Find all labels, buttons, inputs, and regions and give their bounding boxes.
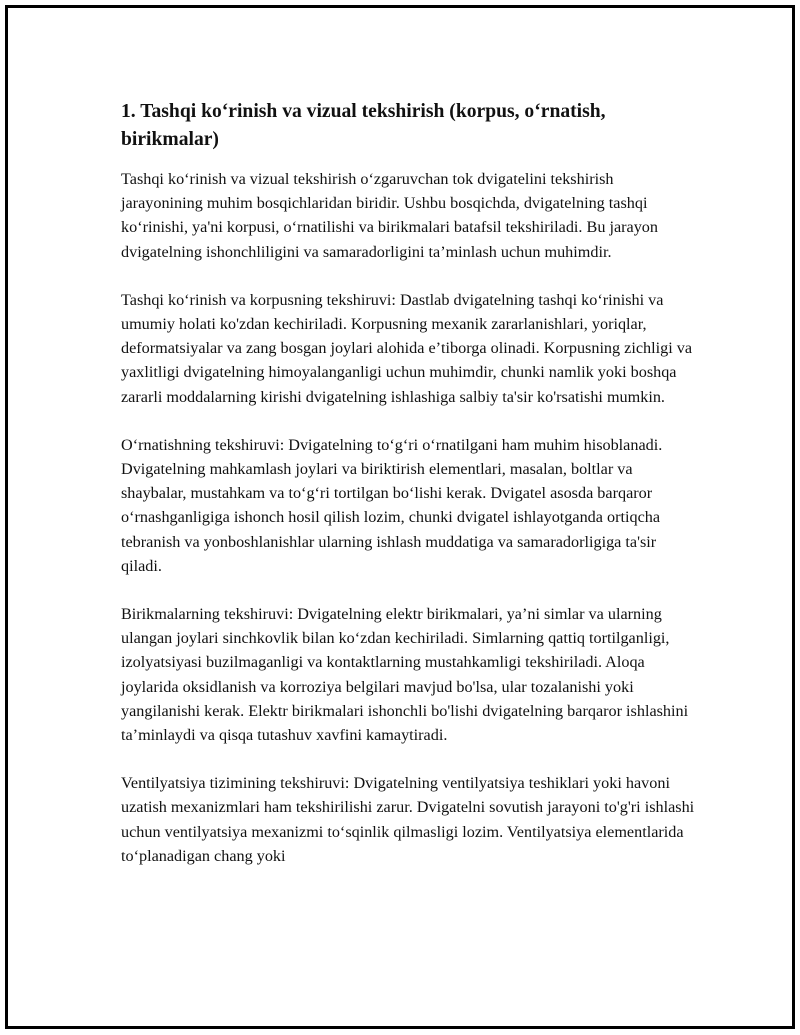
paragraph-connections-inspection: Birikmalarning tekshiruvi: Dvigatelning elektr birikmalari, yaʼni simlar va ularning ulangan joylari sinchkovlik bilan koʻzdan kechiriladi. Simlarning qattiq tortilganligi, izolyatsiyasi buzilmaganligi va kontaktlarning mustahkamligi tekshiriladi. Aloqa joylarida oksidlanish va korroziya belgilari mavjud bo'lsa, ular tozalanishi yoki yangilanishi kerak. Elektr birikmalari ishonchli bo'lishi dvigatelning barqaror ishlashini taʼminlaydi va qisqa tutashuv xavfini kamaytiradi.	[121, 605, 689, 745]
paragraph-mounting-inspection: Oʻrnatishning tekshiruvi: Dvigatelning toʻgʻri oʻrnatilgani ham muhim hisoblanadi. Dvigatelning mahkamlash joylari va biriktirish elementlari, masalan, boltlar va shaybalar, mustahkam va toʻgʻri tortilgan boʻlishi kerak. Dvigatel asosda barqaror oʻrnashganligiga ishonch hosil qilish lozim, chunki dvigatel ishlayotganda ortiqcha tebranish va yonboshlanishlar ularning ishlash muddatiga va samaradorligiga ta'sir qiladi.	[121, 435, 663, 575]
paragraph-ventilation-inspection: Ventilyatsiya tizimining tekshiruvi: Dvigatelning ventilyatsiya teshiklari yoki havoni uzatish mexanizmlari ham tekshirilishi zarur. Dvigatelni sovutish jarayoni to'g'ri ishlashi uchun ventilyatsiya mexanizmi toʻsqinlik qilmasligi lozim. Ventilyatsiya elementlarida toʻplanadigan chang yoki	[121, 774, 695, 865]
section-heading: 1. Tashqi koʻrinish va vizual tekshirish (korpus, oʻrnatish, birikmalar)	[121, 101, 606, 150]
paragraph-housing-inspection: Tashqi koʻrinish va korpusning tekshiruvi: Dastlab dvigatelning tashqi koʻrinishi va umumiy holati ko'zdan kechiriladi. Korpusning mexanik zararlanishlari, yoriqlar, deformatsiyalar va zang bosgan joylari alohida eʼtiborga olinadi. Korpusning zichligi va yaxlitligi dvigatelning himoyalanganligi uchun muhimdir, chunki namlik yoki boshqa zararli moddalarning kirishi dvigatelning ishlashiga salbiy ta'sir ko'rsatishi mumkin.	[121, 290, 693, 406]
paragraph-intro: Tashqi koʻrinish va vizual tekshirish oʻzgaruvchan tok dvigatelini tekshirish jarayonining muhim bosqichlaridan biridir. Ushbu bosqichda, dvigatelning tashqi koʻrinishi, ya'ni korpusi, oʻrnatilishi va birikmalari batafsil tekshiriladi. Bu jarayon dvigatelning ishonchliligini va samaradorligini taʼminlash uchun muhimdir.	[121, 170, 658, 261]
page-frame	[5, 5, 795, 1029]
document-body	[121, 98, 696, 892]
